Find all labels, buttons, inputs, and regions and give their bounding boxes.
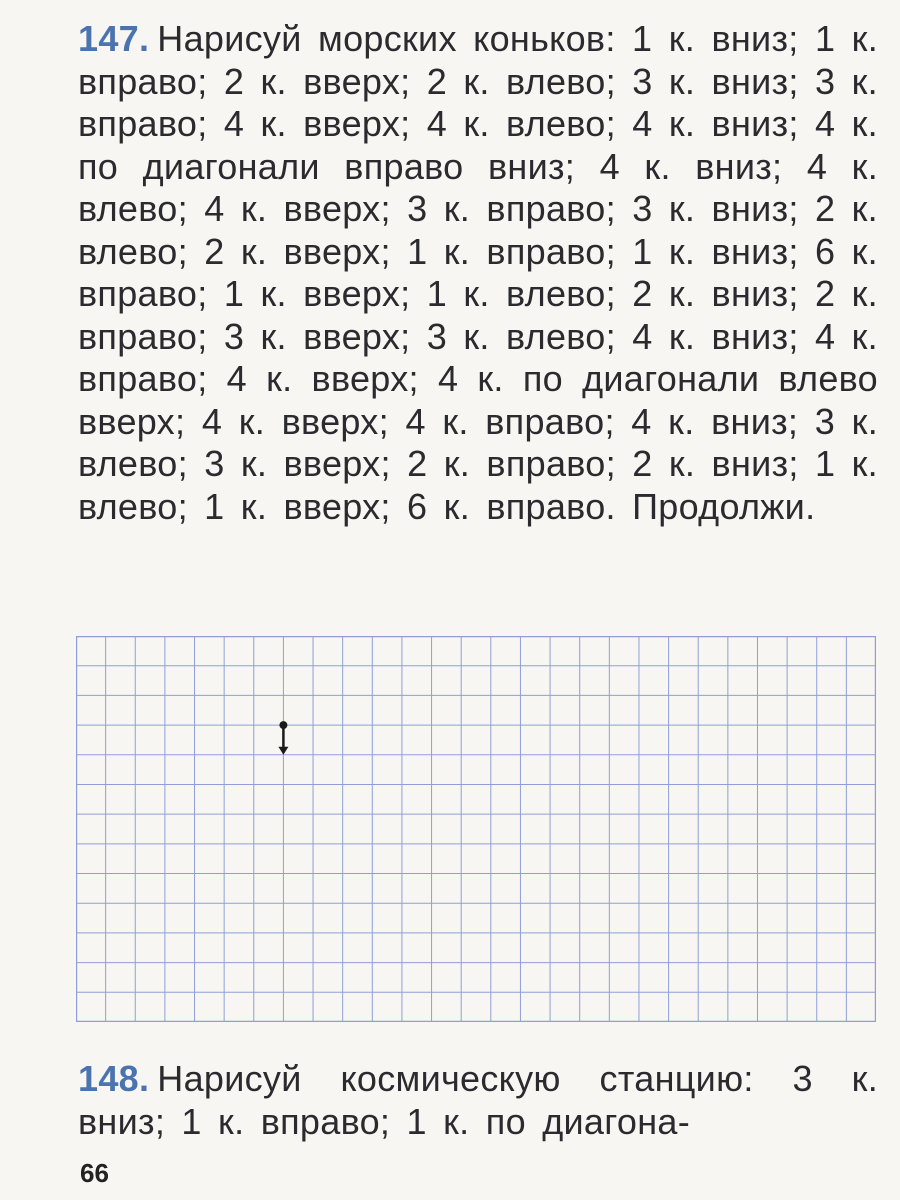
task-147 [78, 18, 878, 528]
arrow-down-icon [278, 747, 288, 755]
page-number: 66 [80, 1158, 109, 1188]
task-number: 148. [78, 1058, 150, 1099]
task-number: 147. [78, 18, 150, 59]
task-text: Нарисуй морских коньков: 1 к. вниз; 1 к. вправо; 2 к. вверх; 2 к. влево; 3 к. вниз; 3 к. вправо; 4 к. вверх; 4 к. влево; 4 к. вниз; 4 к. по диагонали вправо вниз; 4 к. вниз; 4 к. влево; 4 к. вверх; 3 к. вправо; 3 к. вниз; 2 к. влево; 2 к. вверх; 1 к. вправо; 1 к. вниз; 6 к. вправо; 1 к. вверх; 1 к. влево; 2 к. вниз; 2 к. вправо; 3 к. вверх; 3 к. влево; 4 к. вниз; 4 к. вправо; 4 к. вверх; 4 к. по диагонали влево вверх; 4 к. вверх; 4 к. вправо; 4 к. вниз; 3 к. влево; 3 к. вверх; 2 к. вправо; 2 к. вниз; 1 к. влево; 1 к. вверх; 6 к. вправо. Продолжи. [78, 18, 878, 527]
grid-canvas[interactable] [76, 636, 876, 1022]
task-148 [78, 1058, 878, 1143]
task-text: Нарисуй космическую станцию: 3 к. вниз; 1 к. вправо; 1 к. по диагона- [78, 1058, 878, 1142]
drawing-grid[interactable] [76, 636, 876, 1022]
